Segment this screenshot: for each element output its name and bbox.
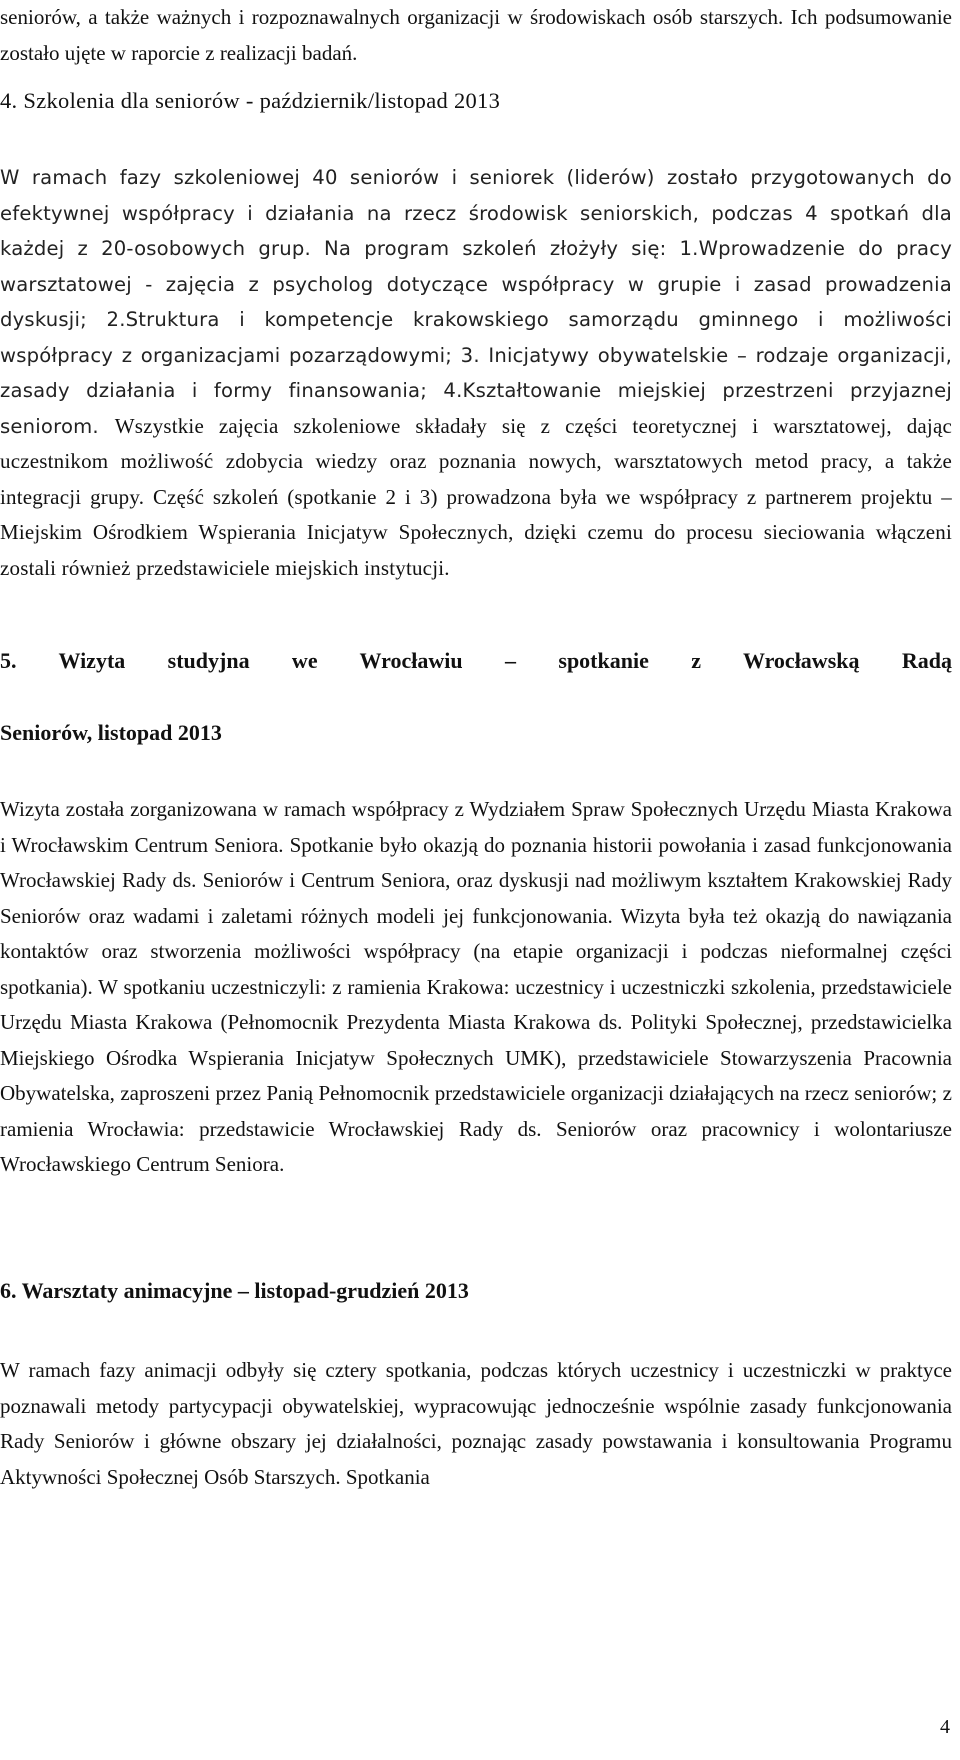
intro-paragraph: seniorów, a także ważnych i rozpoznawalnych organizacji w środowiskach osób starszych. Ich podsumowanie zostało ujęte w raporcie z realizacji badań. xyxy=(0,5,952,65)
section-5-paragraph: Wizyta została zorganizowana w ramach współpracy z Wydziałem Spraw Społecznych Urzędu Miasta Krakowa i Wrocławskim Centrum Seniora. Spotkanie było okazją do poznania historii powołania i zasad funkcjonowania Wrocławskiej Rady ds. Seniorów i Centrum Seniora, oraz dyskusji nad możliwym kształtem Krakowskiej Rady Seniorów oraz wadami i zaletami różnych modeli jej funkcjonowania. Wizyta była też okazją do nawiązania kontaktów oraz stworzenia możliwości współpracy (na etapie organizacji i podczas nieformalnej części spotkania). W spotkaniu uczestniczyli: z ramienia Krakowa: uczestnicy i uczestniczki szkolenia, przedstawiciele Urzędu Miasta Krakowa (Pełnomocnik Prezydenta Miasta Krakowa ds. Polityki Społecznej, przedstawicielka Miejskiego Ośrodka Wspierania Inicjatyw Społecznych UMK), przedstawiciele Stowarzyszenia Pracownia Obywatelska, zaproszeni przez Panią Pełnomocnik przedstawiciele organizacji działających na rzecz seniorów; z ramienia Wrocławia: przedstawicie Wrocławskiej Rady ds. Seniorów oraz pracownicy i wolontariusze Wrocławskiego Centrum Seniora. xyxy=(0,797,952,1176)
section-5-heading-line2: Seniorów, listopad 2013 xyxy=(0,720,222,745)
page-number: 4 xyxy=(940,1716,950,1738)
section-5-heading-line1: 5. Wizyta studyjna we Wrocławiu – spotkanie z Wrocławską Radą xyxy=(0,648,952,673)
section-6-paragraph: W ramach fazy animacji odbyły się cztery spotkania, podczas których uczestnicy i uczestniczki w praktyce poznawali metody partycypacji obywatelskiej, wypracowując jednocześnie wspólnie zasady funkcjonowania Rady Seniorów i główne obszary jej działalności, poznając zasady powstawania i konsultowania Programu Aktywności Społecznej Osób Starszych. Spotkania xyxy=(0,1358,952,1489)
section-4-heading: 4. Szkolenia dla seniorów - październik/listopad 2013 xyxy=(0,88,501,113)
section-4-text-sans: W ramach fazy szkoleniowej 40 seniorów i seniorek (liderów) zostało przygotowanych do efektywnej współpracy i działania na rzecz środowisk seniorskich, podczas 4 spotkań dla każdej z 20-osobowych grup. Na program szkoleń złożyły się: 1.Wprowadzenie do pracy warsztatowej - zajęcia z psycholog dotyczące współpracy w grupie i zasad prowadzenia dyskusji; 2.Struktura i kompetencje krakowskiego samorządu gminnego i możliwości współpracy z organizacjami pozarządowymi; 3. Inicjatywy obywatelskie – rodzaje organizacji, zasady działania i formy finansowania; 4.Kształtowanie miejskiej przestrzeni przyjaznej seniorom. xyxy=(0,166,952,438)
section-4-paragraph-sans xyxy=(0,160,952,586)
section-6-heading: 6. Warsztaty animacyjne – listopad-grudzień 2013 xyxy=(0,1278,469,1303)
section-4-text-serif: Wszystkie zajęcia szkoleniowe składały się z części teoretycznej i warsztatowej, dając uczestnikom możliwość zdobycia wiedzy oraz poznania nowych, warsztatowych metod pracy, a także integracji grupy. Część szkoleń (spotkanie 2 i 3) prowadzona była we współpracy z partnerem projektu – Miejskim Ośrodkiem Wspierania Inicjatyw Społecznych, dzięki czemu do procesu sieciowania włączeni zostali również przedstawiciele miejskich instytucji. xyxy=(0,413,952,580)
